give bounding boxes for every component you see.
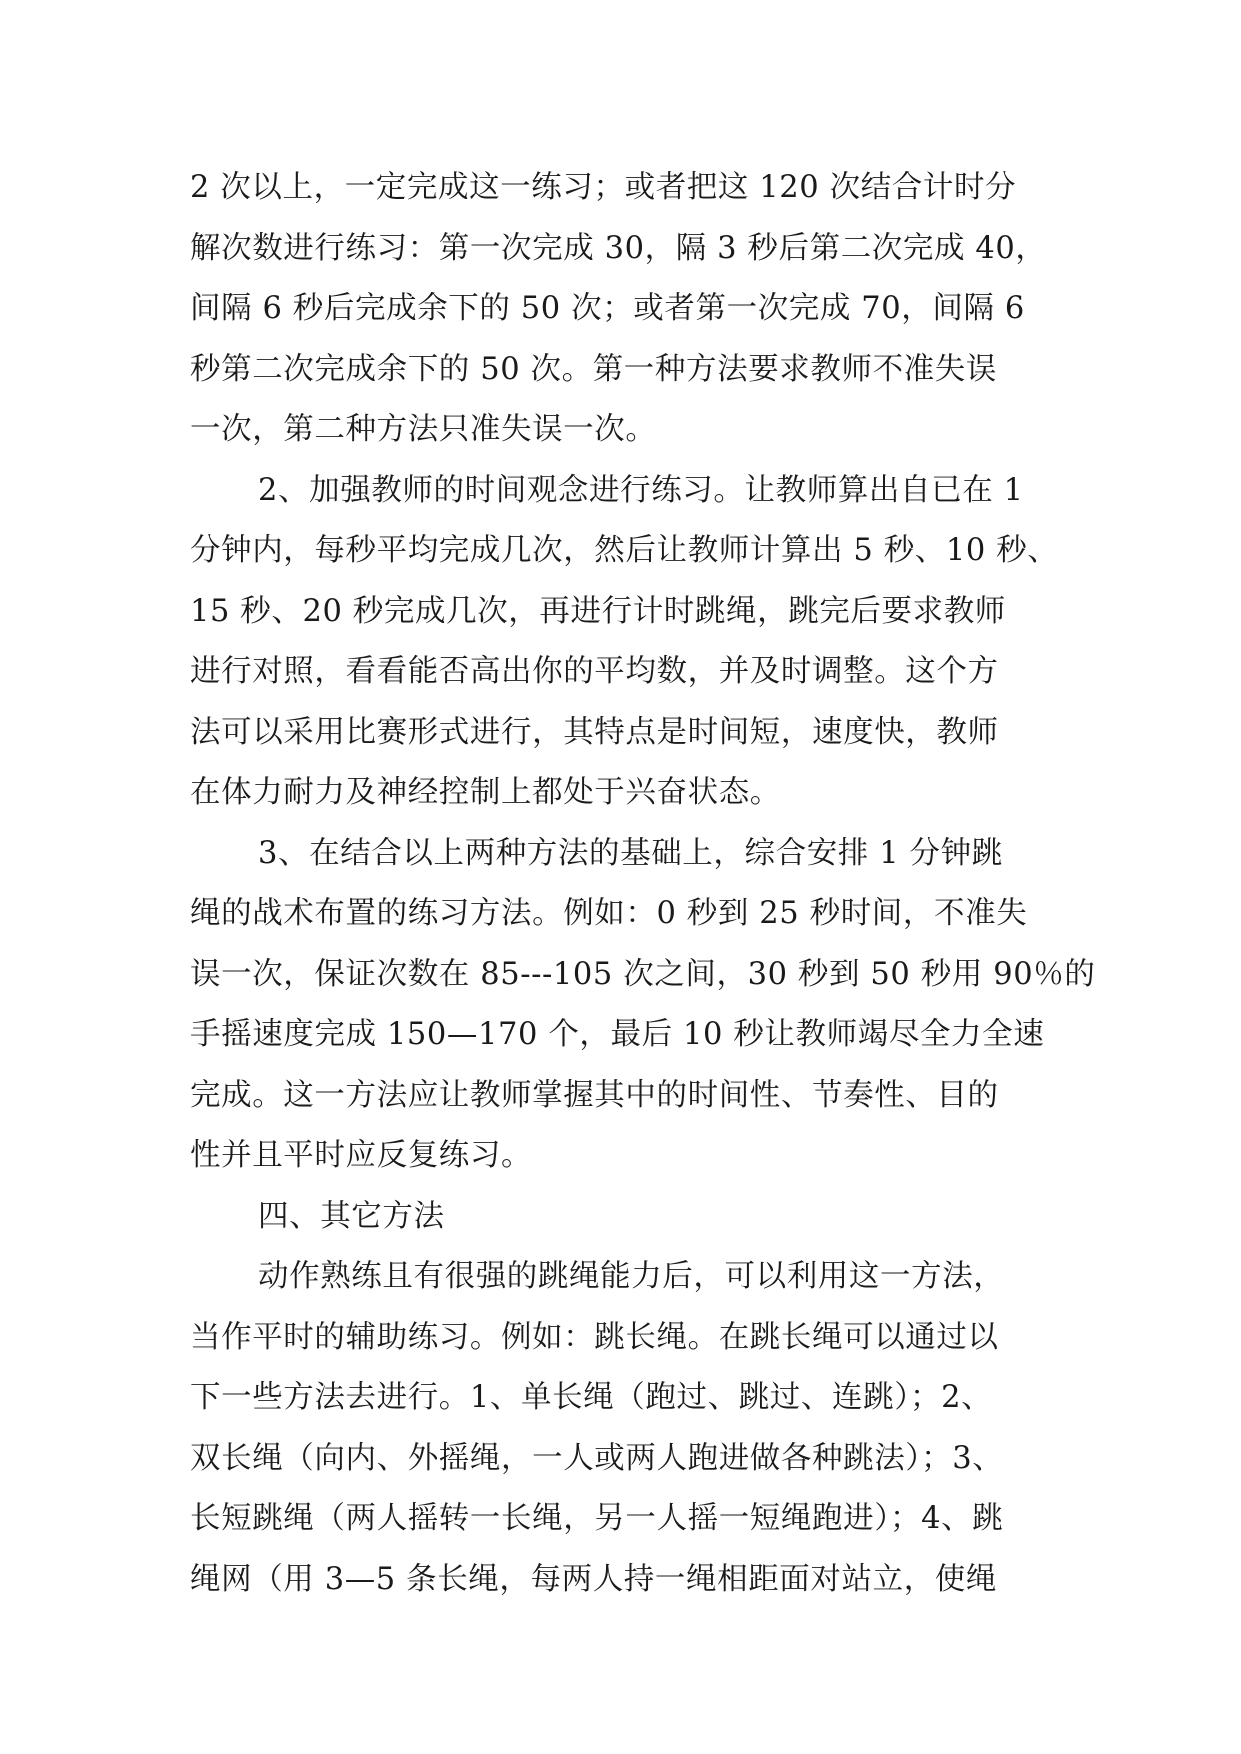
- text-line: 手摇速度完成 150—170 个，最后 10 秒让教师竭尽全力全速: [190, 1017, 1045, 1052]
- text-line: 一次，第二种方法只准失误一次。: [190, 412, 657, 447]
- text-line: 绳的战术布置的练习方法。例如：0 秒到 25 秒时间，不准失: [190, 896, 1028, 931]
- text-line: 长短跳绳（两人摇转一长绳，另一人摇一短绳跑进）；4、跳: [190, 1501, 1004, 1536]
- text-line: 误一次，保证次数在 85---105 次之间，30 秒到 50 秒用 90％的: [190, 956, 1096, 992]
- text-line: 完成。这一方法应让教师掌握其中的时间性、节奏性、目的: [190, 1077, 999, 1113]
- text-line: 下一些方法去进行。1、单长绳（跑过、跳过、连跳）；2、: [190, 1380, 993, 1415]
- text-line: 双长绳（向内、外摇绳，一人或两人跑进做各种跳法）；3、: [190, 1440, 1004, 1476]
- document-page: [190, 158, 1096, 1610]
- text-line: 在体力耐力及神经控制上都处于兴奋状态。: [190, 775, 781, 810]
- text-line: 2 次以上，一定完成这一练习；或者把这 120 次结合计时分: [190, 170, 1017, 205]
- text-line: 进行对照，看看能否高出你的平均数，并及时调整。这个方: [190, 654, 999, 689]
- text-line: 解次数进行练习：第一次完成 30，隔 3 秒后第二次完成 40，: [190, 230, 1047, 266]
- text-line: 分钟内，每秒平均完成几次，然后让教师计算出 5 秒、10 秒、: [190, 533, 1059, 568]
- text-line: 绳网（用 3—5 条长绳，每两人持一绳相距面对站立，使绳: [190, 1561, 997, 1597]
- text-line: 性并且平时应反复练习。: [190, 1138, 533, 1173]
- paragraph-start-line: 3、在结合以上两种方法的基础上，综合安排 1 分钟跳: [258, 835, 1003, 871]
- text-line: 间隔 6 秒后完成余下的 50 次；或者第一次完成 70，间隔 6: [190, 291, 1025, 326]
- text-line: 当作平时的辅助练习。例如：跳长绳。在跳长绳可以通过以: [190, 1319, 999, 1355]
- paragraph-start-line: 2、加强教师的时间观念进行练习。让教师算出自已在 1: [258, 472, 1024, 508]
- paragraph-start-line: 动作熟练且有很强的跳绳能力后，可以利用这一方法，: [258, 1259, 1005, 1294]
- section-heading: 四、其它方法: [258, 1198, 445, 1234]
- text-line: 15 秒、20 秒完成几次，再进行计时跳绳，跳完后要求教师: [190, 593, 1006, 629]
- text-line: 秒第二次完成余下的 50 次。第一种方法要求教师不准失误: [190, 351, 997, 387]
- text-line: 法可以采用比赛形式进行，其特点是时间短，速度快，教师: [190, 714, 999, 750]
